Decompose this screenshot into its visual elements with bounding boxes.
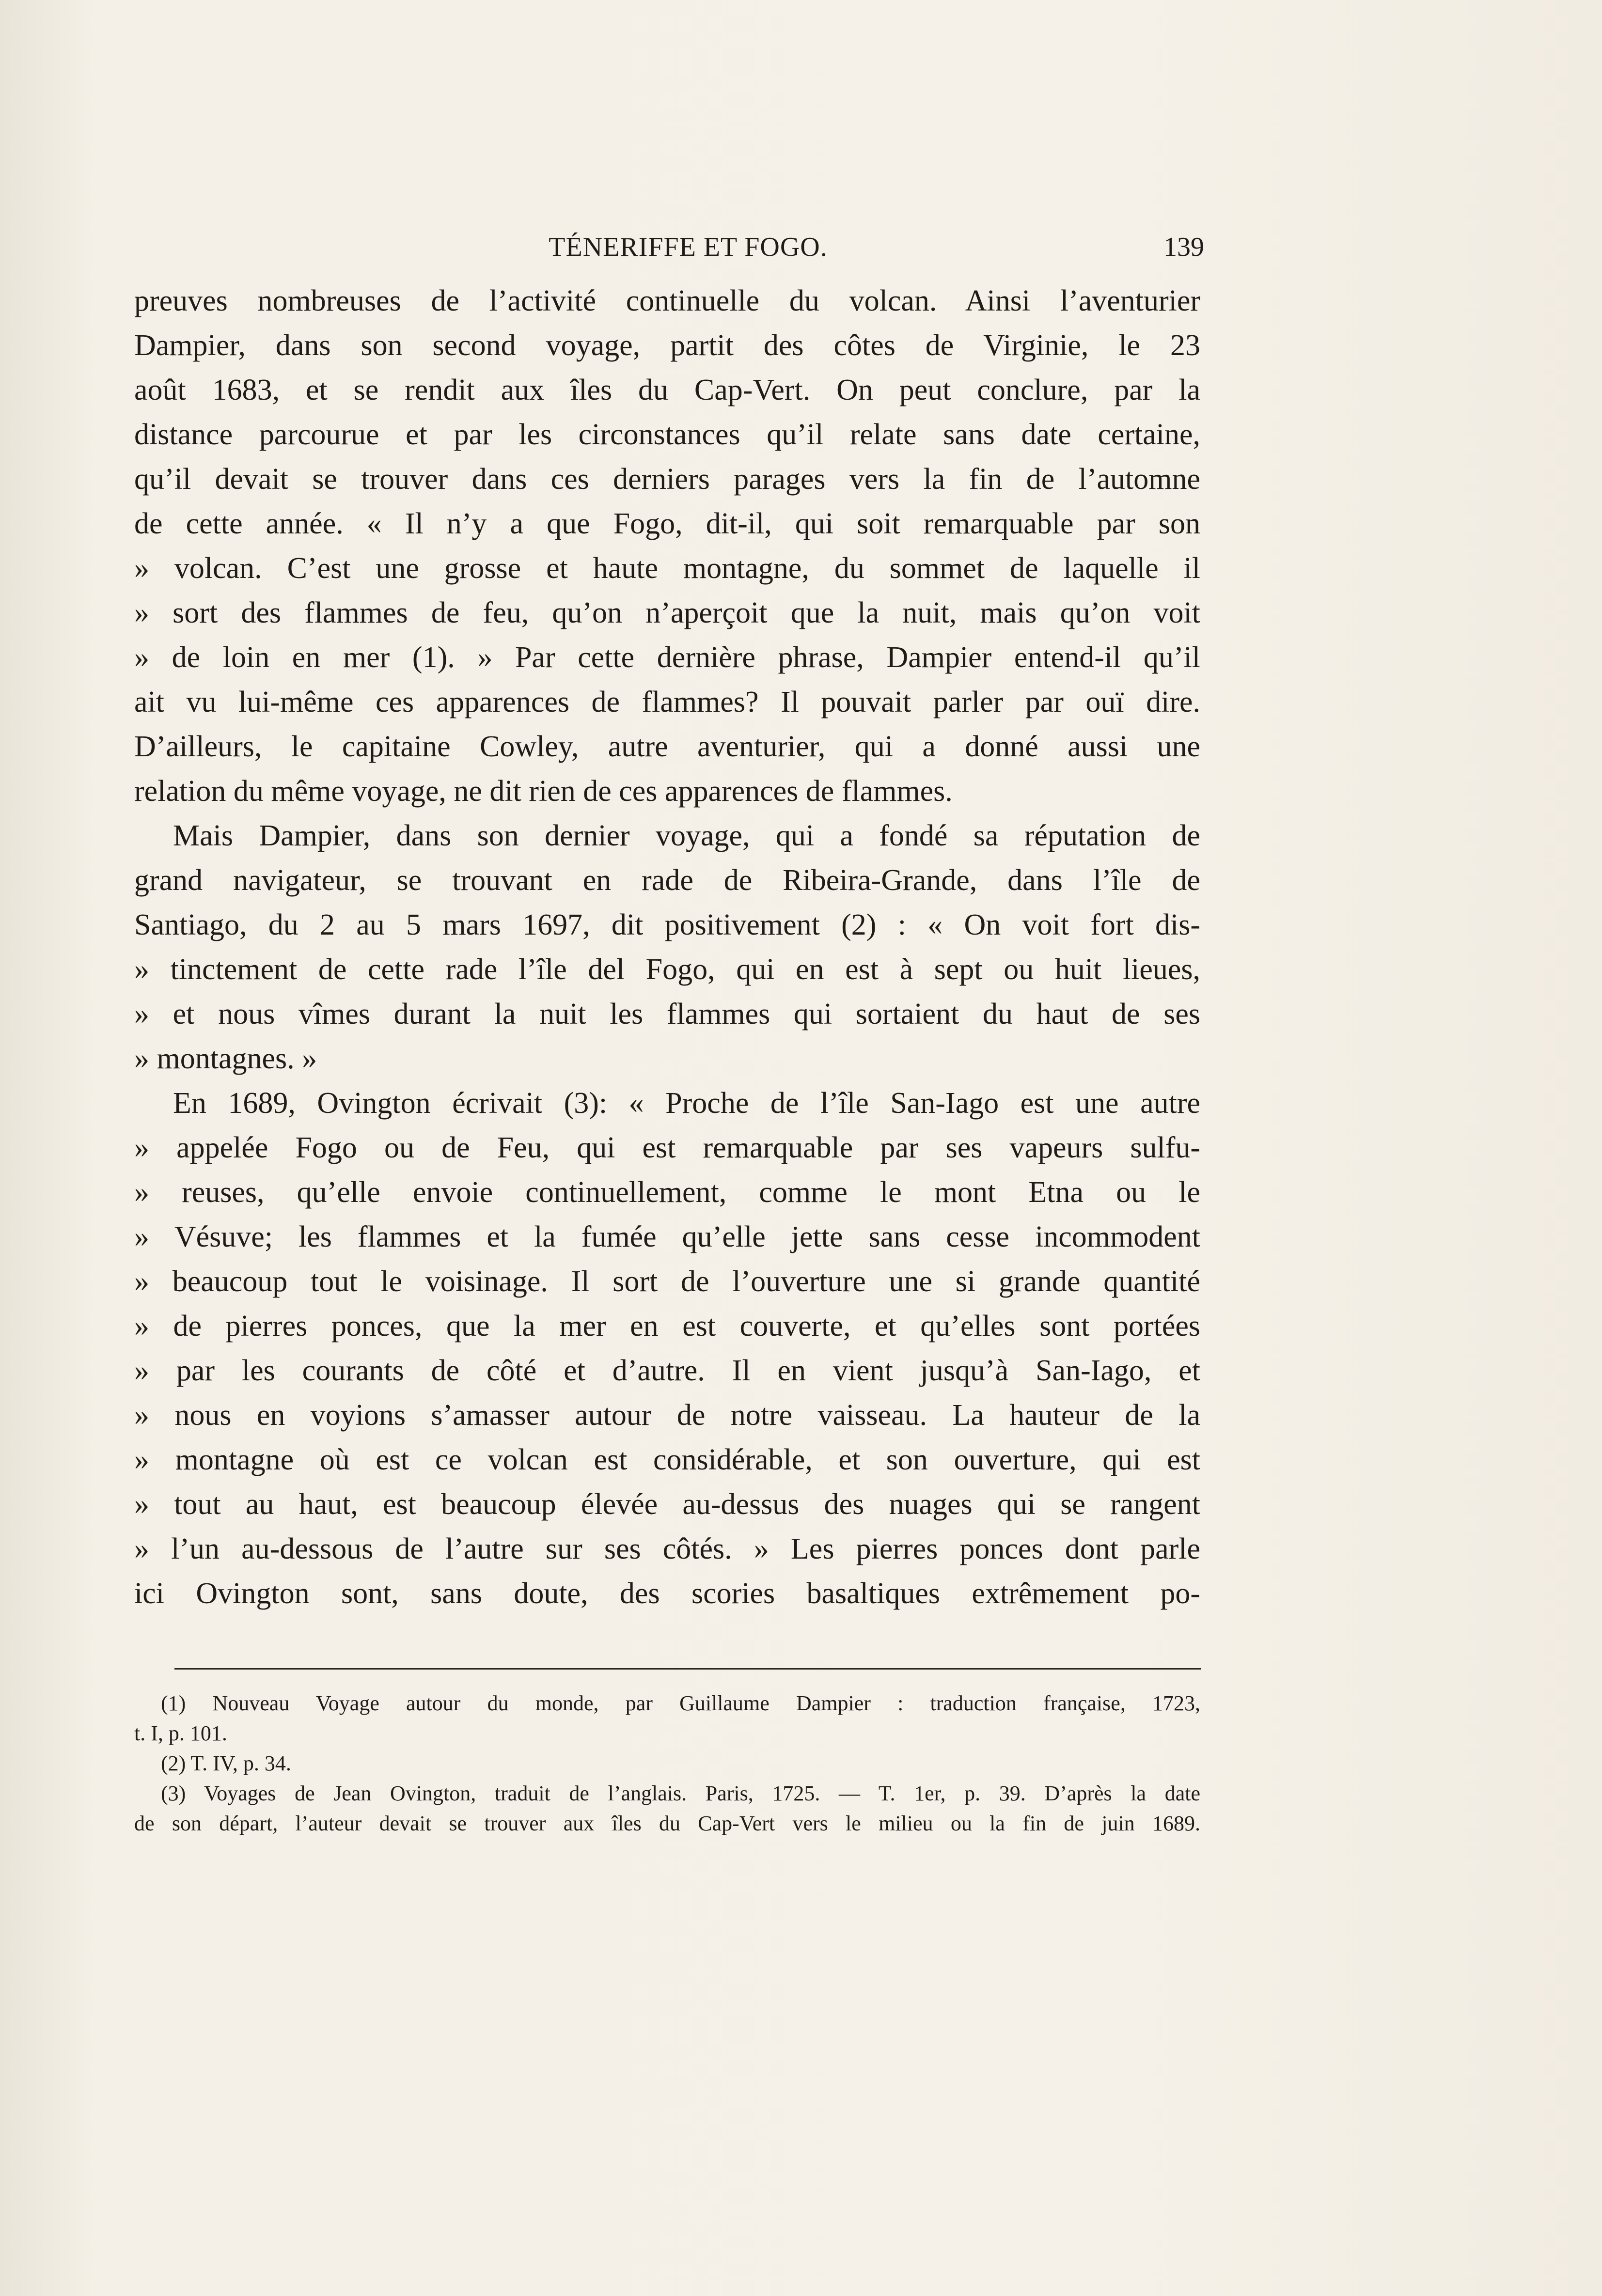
text-line: Santiago, du 2 au 5 mars 1697, dit positivement (2) : « On voit fort dis- (134, 908, 1200, 941)
text-line: ici Ovington sont, sans doute, des scories basaltiques extrêmement po- (134, 1577, 1200, 1610)
footnote-line: (3) Voyages de Jean Ovington, traduit de l’anglais. Paris, 1725. — T. 1er, p. 39. D’après la date (161, 1781, 1200, 1805)
text-line: » montagne où est ce volcan est considérable, et son ouverture, qui est (134, 1443, 1200, 1476)
running-title: TÉNERIFFE ET FOGO. (549, 232, 828, 262)
footnote-line: de son départ, l’auteur devait se trouver aux îles du Cap-Vert vers le milieu ou la fin de juin 1689. (134, 1812, 1200, 1835)
text-line: ait vu lui-même ces apparences de flammes? Il pouvait parler par ouï dire. (134, 686, 1200, 718)
text-line: » l’un au-dessous de l’autre sur ses côtés. » Les pierres ponces dont parle (134, 1532, 1200, 1565)
text-line: » Vésuve; les flammes et la fumée qu’elle jette sans cesse incommodent (134, 1220, 1200, 1253)
footnote-line: t. I, p. 101. (134, 1721, 227, 1745)
text-line: grand navigateur, se trouvant en rade de Ribeira-Grande, dans l’île de (134, 864, 1200, 897)
text-line: » et nous vîmes durant la nuit les flammes qui sortaient du haut de ses (134, 998, 1200, 1031)
text-line: » tout au haut, est beaucoup élevée au-dessus des nuages qui se rangent (134, 1488, 1200, 1521)
text-line: » volcan. C’est une grosse et haute montagne, du sommet de laquelle il (134, 552, 1200, 585)
text-line: » de loin en mer (1). » Par cette dernière phrase, Dampier entend-il qu’il (134, 641, 1200, 674)
text-line: août 1683, et se rendit aux îles du Cap-Vert. On peut conclure, par la (134, 374, 1200, 406)
text-line: » sort des flammes de feu, qu’on n’aperçoit que la nuit, mais qu’on voit (134, 596, 1200, 629)
text-line: qu’il devait se trouver dans ces derniers parages vers la fin de l’automne (134, 463, 1200, 496)
footnote-rule (174, 1668, 1201, 1670)
text-line: » par les courants de côté et d’autre. Il en vient jusqu’à San-Iago, et (134, 1354, 1200, 1387)
text-line: En 1689, Ovington écrivait (3): « Proche de l’île San-Iago est une autre (173, 1087, 1200, 1120)
footnote-line: (1) Nouveau Voyage autour du monde, par Guillaume Dampier : traduction française, 1723, (161, 1691, 1200, 1715)
text-line: » de pierres ponces, que la mer en est couverte, et qu’elles sont portées (134, 1310, 1200, 1343)
text-line: » beaucoup tout le voisinage. Il sort de l’ouverture une si grande quantité (134, 1265, 1200, 1298)
text-line: relation du même voyage, ne dit rien de ces apparences de flammes. (134, 775, 953, 808)
page-header (172, 232, 1204, 266)
text-line: » reuses, qu’elle envoie continuellement, comme le mont Etna ou le (134, 1176, 1200, 1209)
text-line: Dampier, dans son second voyage, partit des côtes de Virginie, le 23 (134, 329, 1200, 362)
text-line: D’ailleurs, le capitaine Cowley, autre aventurier, qui a donné aussi une (134, 730, 1200, 763)
text-line: » nous en voyions s’amasser autour de notre vaisseau. La hauteur de la (134, 1399, 1200, 1432)
text-line: de cette année. « Il n’y a que Fogo, dit-il, qui soit remarquable par son (134, 507, 1200, 540)
text-line: » appelée Fogo ou de Feu, qui est remarquable par ses vapeurs sulfu- (134, 1131, 1200, 1164)
text-line: » montagnes. » (134, 1042, 317, 1075)
main-text (134, 279, 1200, 1616)
text-line: » tinctement de cette rade l’île del Fogo, qui en est à sept ou huit lieues, (134, 953, 1200, 986)
page-number: 139 (1163, 232, 1204, 262)
footnotes (134, 1688, 1200, 1839)
footnote-line: (2) T. IV, p. 34. (161, 1751, 291, 1775)
text-line: distance parcourue et par les circonstances qu’il relate sans date certaine, (134, 418, 1200, 451)
text-line: Mais Dampier, dans son dernier voyage, qui a fondé sa réputation de (173, 819, 1200, 852)
text-line: preuves nombreuses de l’activité continuelle du volcan. Ainsi l’aventurier (134, 284, 1200, 317)
